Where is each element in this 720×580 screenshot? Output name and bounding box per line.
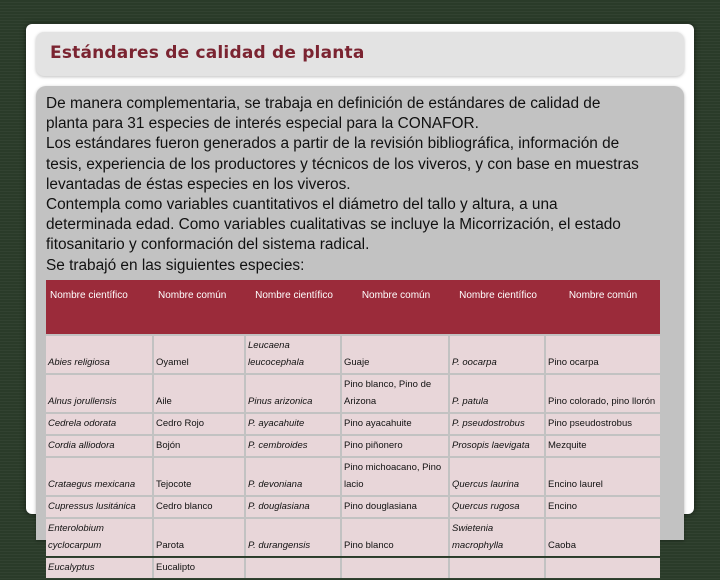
cell-scientific-name: [246, 519, 342, 556]
cell-scientific-name: [246, 458, 342, 495]
cell-scientific-name: [46, 414, 154, 434]
cell-common-name: [546, 375, 660, 412]
table-row: [46, 458, 660, 495]
table-row: [46, 436, 660, 456]
page-title: Estándares de calidad de planta: [50, 43, 365, 63]
cell-line: P. durangensis: [248, 540, 311, 551]
paragraph-line: fitosanitario y conformación del sistema radical.: [46, 236, 370, 254]
cell-line: Pino ocarpa: [548, 357, 599, 368]
cell-line: Abies religiosa: [48, 357, 110, 368]
species-table: [46, 278, 660, 580]
cell-scientific-name: [246, 497, 342, 517]
cell-scientific-name: [246, 375, 342, 412]
cell-scientific-name: [246, 414, 342, 434]
table-header-row: [46, 280, 660, 334]
cell-scientific-name: [246, 336, 342, 373]
cell-common-name: [546, 436, 660, 456]
cell-common-name: [342, 336, 450, 373]
cell-common-name: [342, 375, 450, 412]
cell-line: P. oocarpa: [452, 357, 497, 368]
cell-line: Eucalyptus: [48, 562, 95, 573]
paragraph-line: determinada edad. Como variables cualitativas se incluye la Micorrización, el estado: [46, 216, 621, 234]
cell-common-name: [546, 414, 660, 434]
cell-line: Encino laurel: [548, 479, 603, 490]
paragraph-line: levantadas de éstas especies en los viveros.: [46, 175, 351, 193]
table-row: [46, 519, 660, 556]
cell-line: Aile: [156, 396, 172, 407]
column-header-scientific-name: Nombre científico: [46, 280, 154, 334]
table-row: [46, 336, 660, 373]
cell-scientific-name: [450, 519, 546, 556]
cell-common-name: [342, 497, 450, 517]
cell-line: Enterolobium: [48, 523, 104, 534]
cell-line: P. pseudostrobus: [452, 418, 525, 429]
cell-line: Pino blanco: [344, 540, 394, 551]
cell-line: Guaje: [344, 357, 370, 368]
cell-scientific-name: [46, 497, 154, 517]
column-header-common-name: Nombre común: [546, 280, 660, 334]
cell-line: Mezquite: [548, 440, 587, 451]
cell-scientific-name: [246, 558, 342, 578]
table-body: [46, 336, 660, 578]
cell-common-name: [546, 497, 660, 517]
column-header-common-name: Nombre común: [342, 280, 450, 334]
cell-line: Oyamel: [156, 357, 189, 368]
cell-scientific-name: [246, 436, 342, 456]
cell-line: leucocephala: [248, 357, 304, 368]
cell-line: cyclocarpum: [48, 540, 102, 551]
cell-line: Pinus arizonica: [248, 396, 313, 407]
cell-line: Pino colorado, pino llorón: [548, 396, 656, 407]
cell-line: Pino ayacahuite: [344, 418, 412, 429]
cell-line: Encino: [548, 501, 578, 512]
cell-line: Cedro Rojo: [156, 418, 205, 429]
cell-common-name: [546, 458, 660, 495]
cell-scientific-name: [450, 375, 546, 412]
cell-scientific-name: [46, 336, 154, 373]
cell-line: Quercus laurina: [452, 479, 520, 490]
paragraph-line: planta para 31 especies de interés especial para la CONAFOR.: [46, 115, 479, 133]
cell-line: macrophylla: [452, 540, 504, 551]
cell-scientific-name: [450, 336, 546, 373]
column-header-common-name: Nombre común: [154, 280, 246, 334]
cell-line: lacio: [344, 479, 364, 490]
cell-common-name: [342, 458, 450, 495]
cell-common-name: [154, 458, 246, 495]
cell-line: P. cembroides: [248, 440, 308, 451]
cell-line: Pino blanco, Pino de: [344, 379, 432, 390]
column-header-scientific-name: Nombre científico: [450, 280, 546, 334]
cell-line: Pino piñonero: [344, 440, 403, 451]
table-row: [46, 558, 660, 578]
cell-common-name: [154, 519, 246, 556]
paragraph-line: Se trabajó en las siguientes especies:: [46, 256, 305, 274]
cell-scientific-name: [46, 458, 154, 495]
cell-common-name: [342, 414, 450, 434]
cell-scientific-name: [450, 436, 546, 456]
cell-common-name: [154, 558, 246, 578]
cell-line: Cedro blanco: [156, 501, 213, 512]
cell-line: Pino douglasiana: [344, 501, 417, 512]
cell-common-name: [342, 558, 450, 578]
cell-scientific-name: [450, 458, 546, 495]
cell-line: Pino pseudostrobus: [548, 418, 632, 429]
cell-line: Alnus jorullensis: [48, 396, 117, 407]
paragraph-line: De manera complementaria, se trabaja en definición de estándares de calidad de: [46, 95, 601, 112]
cell-line: Cordia alliodora: [48, 440, 115, 451]
paragraph-line: tesis, experiencia de los productores y técnicos de los viveros, y con base en muestras: [46, 155, 639, 173]
cell-common-name: [154, 436, 246, 456]
cell-line: Cedrela odorata: [48, 418, 117, 429]
cell-common-name: [154, 375, 246, 412]
cell-line: Pino michoacano, Pino: [344, 462, 442, 473]
paragraph-line: Contempla como variables cuantitativos el diámetro del tallo y altura, a una: [46, 196, 558, 214]
cell-line: Bojón: [156, 440, 181, 451]
table-row: [46, 375, 660, 412]
cell-scientific-name: [450, 558, 546, 578]
cell-scientific-name: [46, 436, 154, 456]
paragraph-line: Los estándares fueron generados a partir de la revisión bibliográfica, información de: [46, 135, 620, 153]
cell-line: P. devoniana: [248, 479, 303, 490]
cell-common-name: [546, 519, 660, 556]
cell-line: P. ayacahuite: [248, 418, 305, 429]
cell-line: Crataegus mexicana: [48, 479, 136, 490]
cell-scientific-name: [46, 519, 154, 556]
cell-line: P. douglasiana: [248, 501, 310, 512]
cell-line: Tejocote: [156, 479, 192, 490]
cell-common-name: [154, 336, 246, 373]
cell-scientific-name: [450, 414, 546, 434]
cell-line: Caoba: [548, 540, 576, 551]
cell-common-name: [154, 497, 246, 517]
cell-common-name: [342, 519, 450, 556]
cell-line: Arizona: [344, 396, 377, 407]
cell-line: Eucalipto: [156, 562, 196, 573]
column-header-scientific-name: Nombre científico: [246, 280, 342, 334]
cell-scientific-name: [46, 375, 154, 412]
cell-line: Quercus rugosa: [452, 501, 520, 512]
cell-scientific-name: [450, 497, 546, 517]
cell-common-name: [546, 558, 660, 578]
cell-line: Leucaena: [248, 340, 290, 351]
cell-line: Swietenia: [452, 523, 494, 534]
cell-line: Cupressus lusitánica: [48, 501, 136, 512]
intro-paragraph: [46, 94, 660, 276]
cell-line: Prosopis laevigata: [452, 440, 530, 451]
cell-common-name: [154, 414, 246, 434]
table-row: [46, 414, 660, 434]
cell-line: P. patula: [452, 396, 489, 407]
cell-scientific-name: [46, 558, 154, 578]
cell-common-name: [546, 336, 660, 373]
table-row: [46, 497, 660, 517]
cell-common-name: [342, 436, 450, 456]
cell-line: Parota: [156, 540, 184, 551]
